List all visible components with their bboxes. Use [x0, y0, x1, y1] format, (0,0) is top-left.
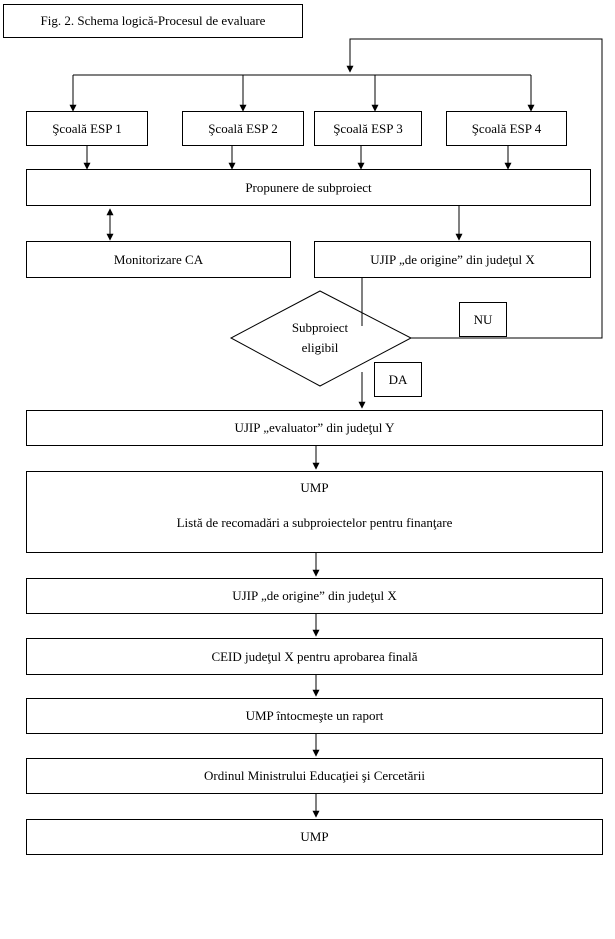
school-esp-2: Şcoală ESP 2 [182, 111, 304, 146]
ump-raport: UMP întocmeşte un raport [26, 698, 603, 734]
no-label: NU [459, 302, 507, 337]
ordin-ministru: Ordinul Ministrului Educaţiei şi Cercetării [26, 758, 603, 794]
ujip-evaluator: UJIP „evaluator” din judeţul Y [26, 410, 603, 446]
ump-title: UMP [300, 480, 329, 495]
ump-recommendations [26, 471, 603, 553]
school-esp-1: Şcoală ESP 1 [26, 111, 148, 146]
ujip-origine-top: UJIP „de origine” din judeţul X [314, 241, 591, 278]
school-esp-3: Şcoală ESP 3 [314, 111, 422, 146]
propunere-subproiect: Propunere de subproiect [26, 169, 591, 206]
ump-subtitle: Listă de recomadări a subproiectelor pentru finanţare [176, 515, 453, 530]
monitorizare-ca: Monitorizare CA [26, 241, 291, 278]
decision-line-2: eligibil [301, 340, 339, 355]
yes-label: DA [374, 362, 422, 397]
ujip-origine-bottom: UJIP „de origine” din judeţul X [26, 578, 603, 614]
figure-caption: Fig. 2. Schema logică-Procesul de evaluare [3, 4, 303, 38]
ceid-approval: CEID judeţul X pentru aprobarea finală [26, 638, 603, 675]
ump-final: UMP [26, 819, 603, 855]
school-esp-4: Şcoală ESP 4 [446, 111, 567, 146]
decision-line-1: Subproiect [291, 320, 349, 335]
decision-label [260, 318, 380, 358]
